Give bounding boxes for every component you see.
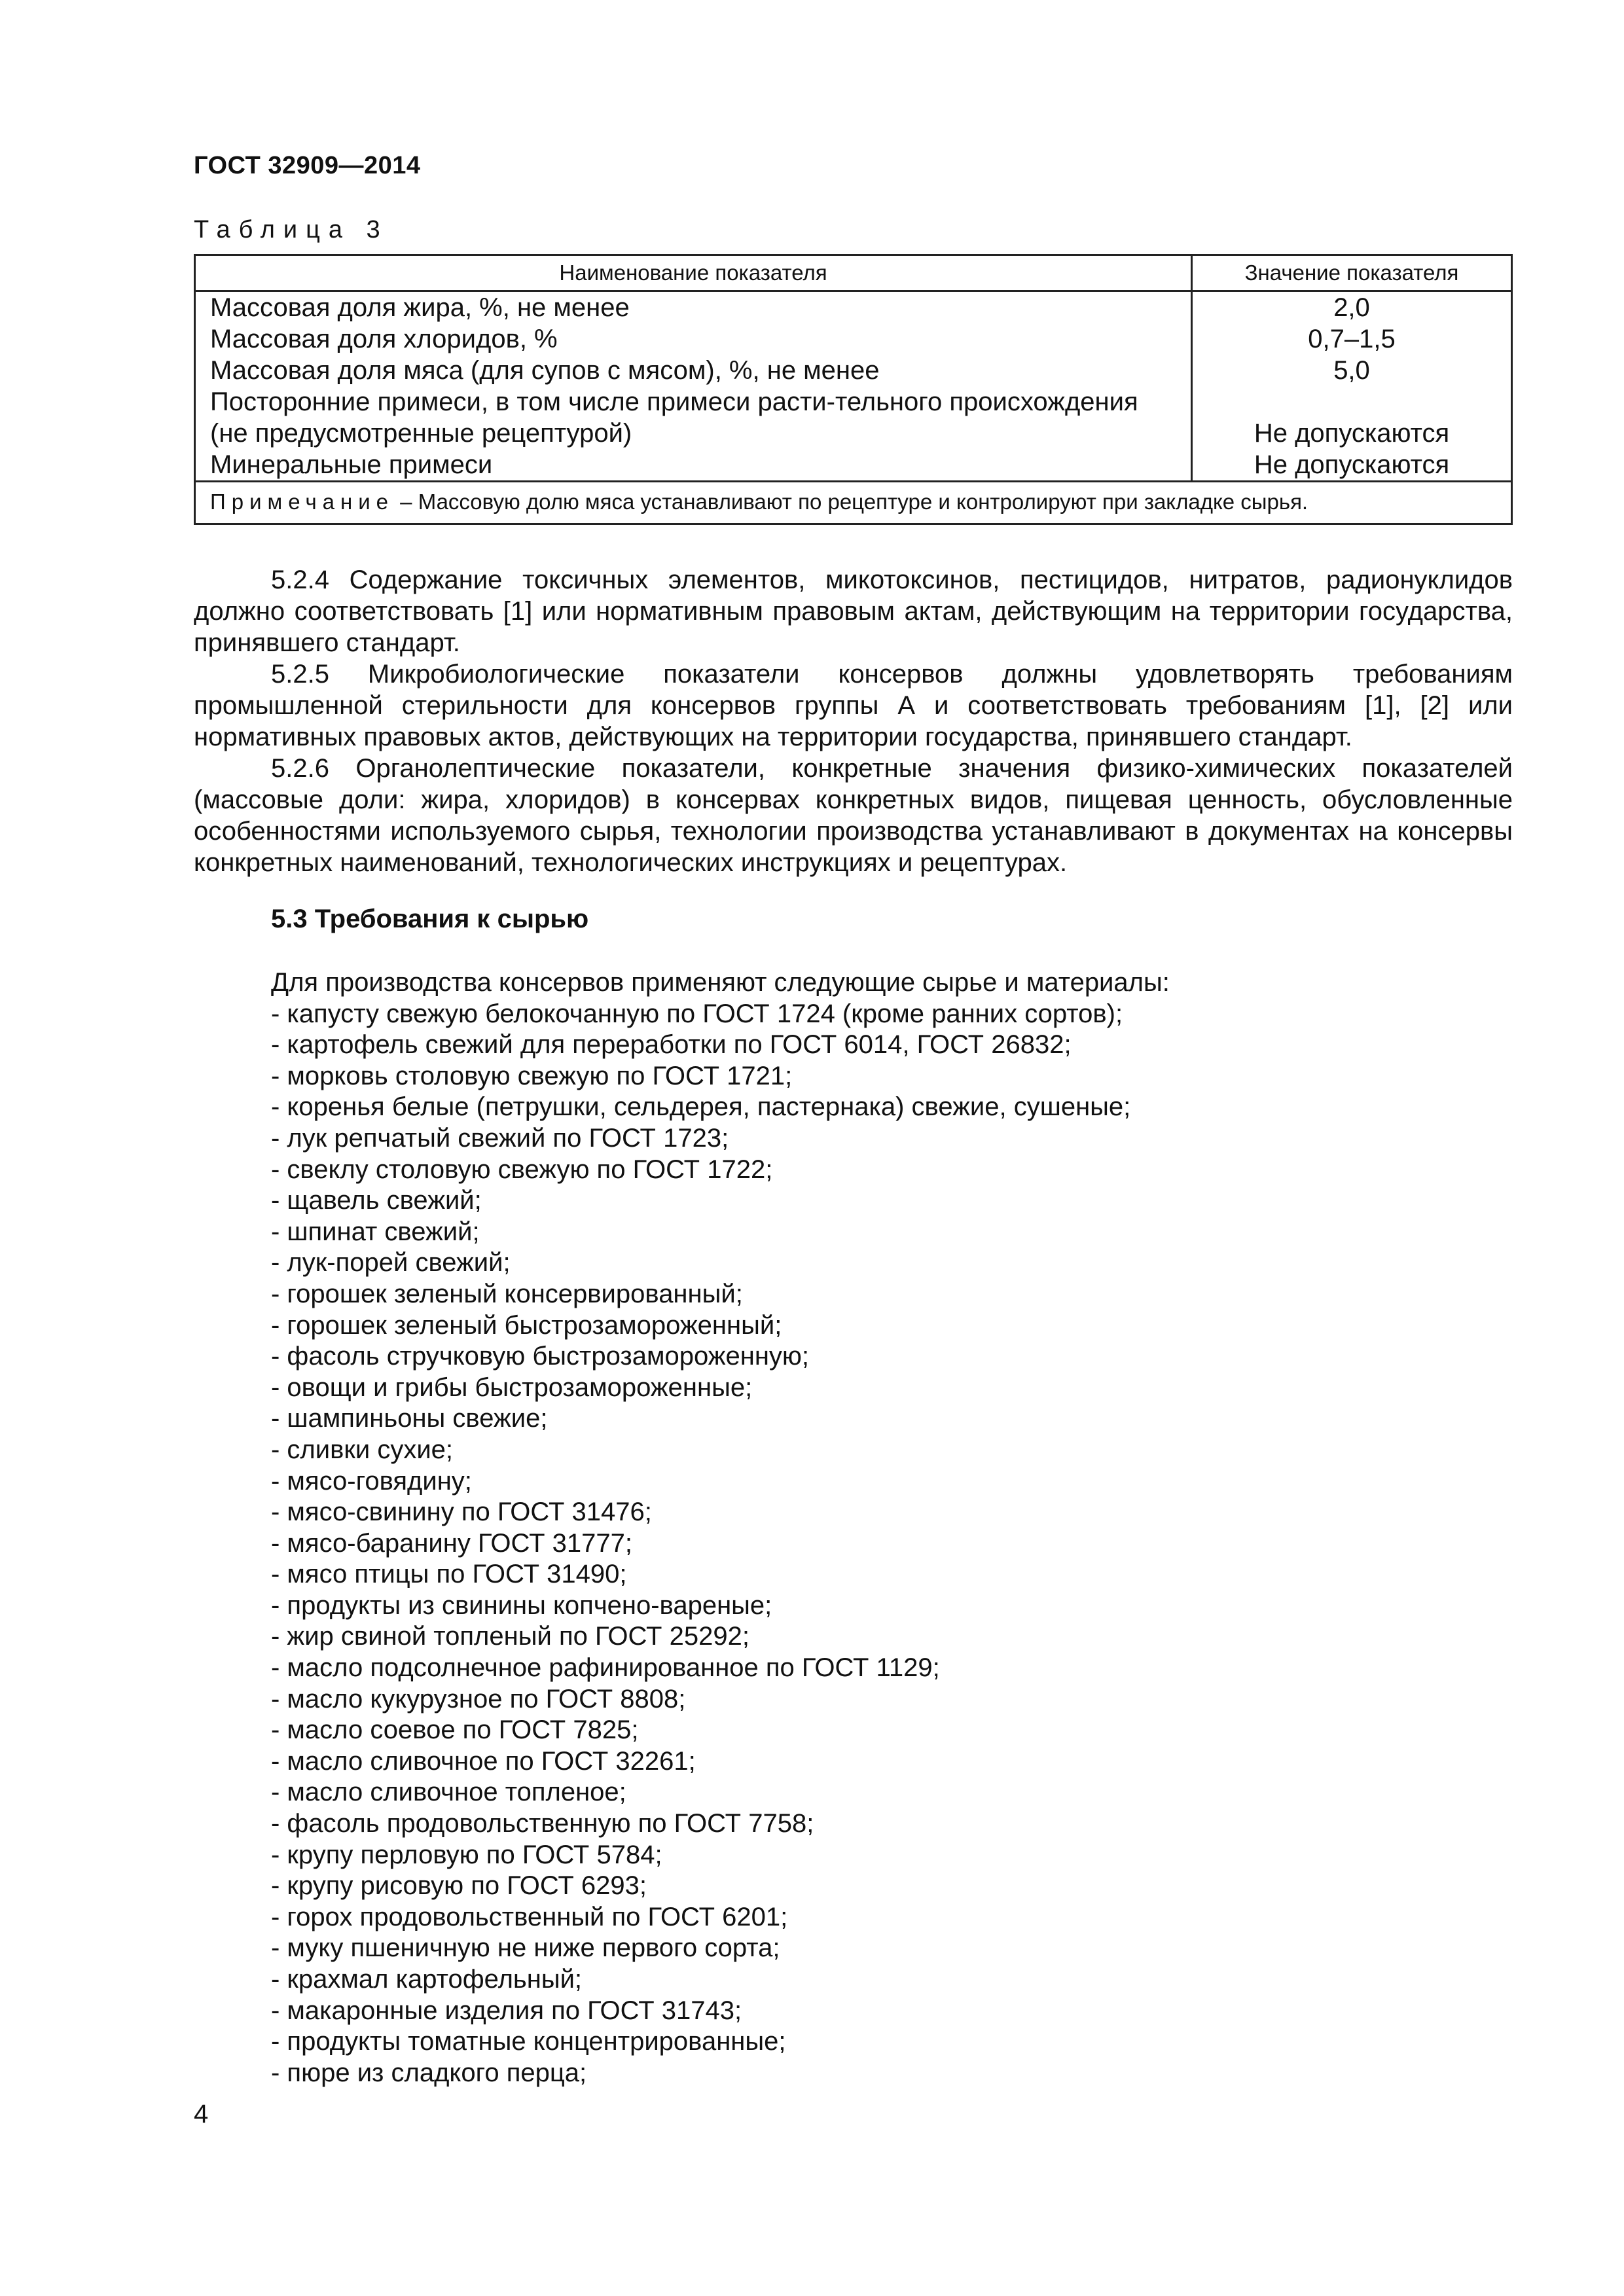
table-row (195, 386, 1512, 449)
indicator-name: Массовая доля мяса (для супов с мясом), %, не менее (195, 355, 1192, 386)
list-item: - щавель свежий; (271, 1186, 482, 1215)
list-item: - муку пшеничную не ниже первого сорта; (271, 1933, 780, 1963)
list-item: - лук-порей свежий; (271, 1248, 511, 1278)
list-item: - жир свиной топленый по ГОСТ 25292; (271, 1622, 749, 1651)
indicator-name: Массовая доля хлоридов, % (195, 323, 1192, 355)
list-item: - макаронные изделия по ГОСТ 31743; (271, 1996, 742, 2025)
table-note-text: – Массовую долю мяса устанавливают по рецептуре и контролируют при закладке сырья. (394, 490, 1308, 514)
indicator-value: Не допускаются (1192, 449, 1512, 482)
indicator-name: Массовая доля жира, %, не менее (195, 291, 1192, 324)
list-item: - коренья белые (петрушки, сельдерея, пастернака) свежие, сушеные; (271, 1092, 1131, 1122)
raw-materials-intro: Для производства консервов применяют следующие сырье и материалы: (271, 968, 1170, 997)
list-item: - фасоль стручковую быстрозамороженную; (271, 1342, 810, 1371)
indicator-value: 5,0 (1192, 355, 1512, 386)
table-row (195, 291, 1512, 324)
list-item: - сливки сухие; (271, 1435, 454, 1464)
list-item: - овощи и грибы быстрозамороженные; (271, 1372, 753, 1402)
table-header-row (195, 255, 1512, 291)
list-item: - картофель свежий для переработки по ГОСТ 6014, ГОСТ 26832; (271, 1030, 1072, 1060)
indicators-table (194, 254, 1513, 525)
list-item: - масло подсолнечное рафинированное по ГОСТ 1129; (271, 1653, 940, 1683)
paragraph-5-2-6: 5.2.6 Органолептические показатели, конкретные значения физико-химических показателей (массовые доли: жира, хлоридов) в консервах конкретных видов, пищевая ценность, обусловленные особенностями используемого сырья, технологии производства устанавливают в документах на консервы конкретных наименований, технологических инструкциях и рецептурах. (194, 754, 1513, 877)
column-header-indicator-name: Наименование показателя (195, 255, 1192, 291)
table-note (195, 482, 1512, 524)
table-row (195, 323, 1512, 355)
list-item: - свеклу столовую свежую по ГОСТ 1722; (271, 1155, 773, 1184)
list-item: - крупу рисовую по ГОСТ 6293; (271, 1871, 647, 1901)
list-item: - пюре из сладкого перца; (271, 2058, 587, 2087)
list-item: - мясо-баранину ГОСТ 31777; (271, 1528, 632, 1558)
list-item: - продукты томатные концентрированные; (271, 2027, 786, 2056)
list-item: - шампиньоны свежие; (271, 1404, 548, 1433)
list-item: - шпинат свежий; (271, 1217, 480, 1246)
list-item: - фасоль продовольственную по ГОСТ 7758; (271, 1809, 814, 1839)
list-item: - морковь столовую свежую по ГОСТ 1721; (271, 1061, 793, 1090)
indicator-name: Минеральные примеси (195, 449, 1192, 482)
table-row (195, 355, 1512, 386)
list-item: - капусту свежую белокочанную по ГОСТ 1724 (кроме ранних сортов); (271, 999, 1123, 1028)
column-header-indicator-value: Значение показателя (1192, 255, 1512, 291)
raw-materials-section (271, 967, 1513, 2089)
paragraph-5-2-5: 5.2.5 Микробиологические показатели консервов должны удовлетворять требованиям промышленной стерильности для консервов группы А и соответствовать требованиям [1], [2] или нормативных правовых актов, действующих на территории государства, принявшего стандарт. (194, 660, 1513, 751)
list-item: - горошек зеленый консервированный; (271, 1279, 743, 1308)
table-title: Таблица 3 (194, 216, 389, 243)
paragraph-5-2-4: 5.2.4 Содержание токсичных элементов, микотоксинов, пестицидов, нитратов, радионуклидов должно соответствовать [1] или нормативным правовым актам, действующим на территории государства, принявшего стандарт. (194, 565, 1513, 657)
section-heading: 5.3 Требования к сырью (271, 905, 589, 933)
list-item: - мясо-свинину по ГОСТ 31476; (271, 1498, 652, 1527)
list-item: - масло кукурузное по ГОСТ 8808; (271, 1684, 686, 1713)
list-item: - масло сливочное топленое; (271, 1778, 626, 1807)
list-item: - крахмал картофельный; (271, 1965, 583, 1994)
list-item: - крупу перловую по ГОСТ 5784; (271, 1840, 662, 1869)
indicator-value: 0,7–1,5 (1192, 323, 1512, 355)
list-item: - масло сливочное по ГОСТ 32261; (271, 1746, 696, 1776)
page-number: 4 (194, 2100, 209, 2128)
list-item: - горошек зеленый быстрозамороженный; (271, 1310, 782, 1340)
table-note-label: Примечание (210, 490, 395, 514)
indicator-name: Посторонние примеси, в том числе примеси расти-тельного происхождения (не предусмотренные рецептурой) (195, 386, 1192, 449)
list-item: - продукты из свинины копчено-вареные; (271, 1590, 772, 1620)
table-note-row (195, 482, 1512, 524)
list-item: - мясо-говядину; (271, 1466, 472, 1496)
table-row (195, 449, 1512, 482)
document-header: ГОСТ 32909—2014 (194, 152, 421, 179)
list-item: - лук репчатый свежий по ГОСТ 1723; (271, 1123, 729, 1153)
list-item: - горох продовольственный по ГОСТ 6201; (271, 1902, 788, 1931)
body-paragraphs (194, 564, 1513, 878)
raw-materials-list (271, 999, 1513, 2089)
list-item: - мясо птицы по ГОСТ 31490; (271, 1560, 627, 1589)
indicator-value: 2,0 (1192, 291, 1512, 324)
indicator-value: Не допускаются (1192, 386, 1512, 449)
list-item: - масло соевое по ГОСТ 7825; (271, 1715, 639, 1745)
